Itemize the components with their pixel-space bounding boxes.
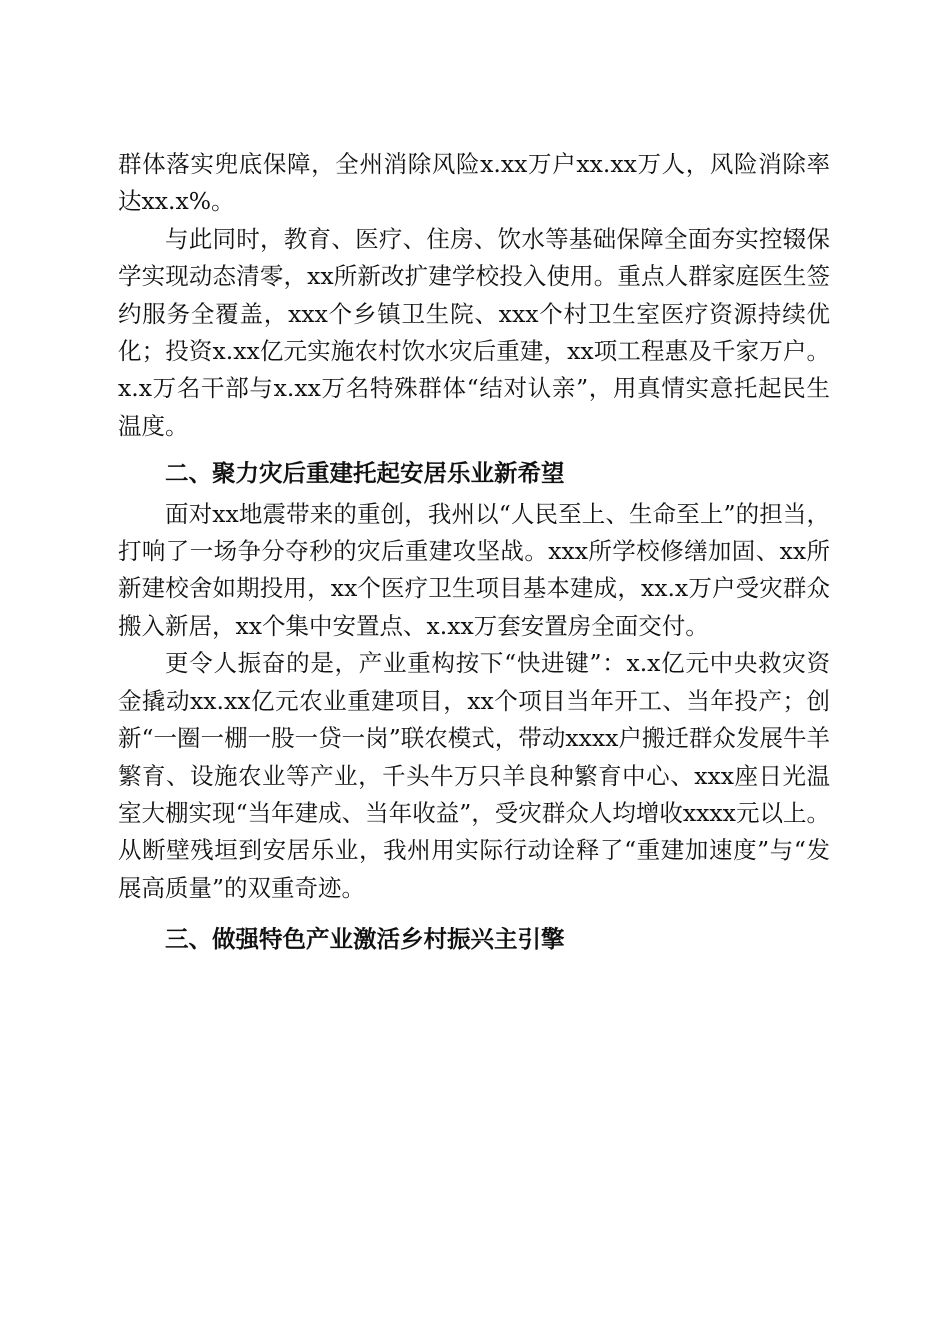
paragraph-continued: 群体落实兜底保障，全州消除风险x.xx万户xx.xx万人，风险消除率达xx.x%。 bbox=[118, 150, 830, 216]
paragraph-reconstruction: 面对xx地震带来的重创，我州以“人民至上、生命至上”的担当，打响了一场争分夺秒的灾后重建攻坚战。xxx所学校修缮加固、xx所新建校舍如期投用，xx个医疗卫生项目基本建成，xx.x万户受灾群众搬入新居，xx个集中安置点、x.xx万套安置房全面交付。 bbox=[118, 499, 830, 640]
section-heading-2: 二、聚力灾后重建托起安居乐业新希望 bbox=[165, 459, 565, 488]
paragraph-basic-guarantees: 与此同时，教育、医疗、住房、饮水等基础保障全面夯实控辍保学实现动态清零，xx所新改扩建学校投入使用。重点人群家庭医生签约服务全覆盖，xxx个乡镇卫生院、xxx个村卫生室医疗资源持续优化；投资x.xx亿元实施农村饮水灾后重建，xx项工程惠及千家万户。x.x万名干部与x.xx万名特殊群体“结对认亲”，用真情实意托起民生温度。 bbox=[118, 224, 830, 440]
paragraph-industry-rebuild: 更令人振奋的是，产业重构按下“快进键”：x.x亿元中央救灾资金撬动xx.xx亿元农业重建项目，xx个项目当年开工、当年投产；创新“一圈一棚一股一贷一岗”联农模式，带动xxxx户搬迁群众发展牛羊繁育、设施农业等产业，千头牛万只羊良种繁育中心、xxx座日光温室大棚实现“当年建成、当年收益”，受灾群众人均增收xxxx元以上。从断壁残垣到安居乐业，我州用实际行动诠释了“重建加速度”与“发展高质量”的双重奇迹。 bbox=[118, 649, 830, 902]
document-page bbox=[118, 146, 830, 962]
section-heading-3: 三、做强特色产业激活乡村振兴主引擎 bbox=[165, 925, 565, 954]
